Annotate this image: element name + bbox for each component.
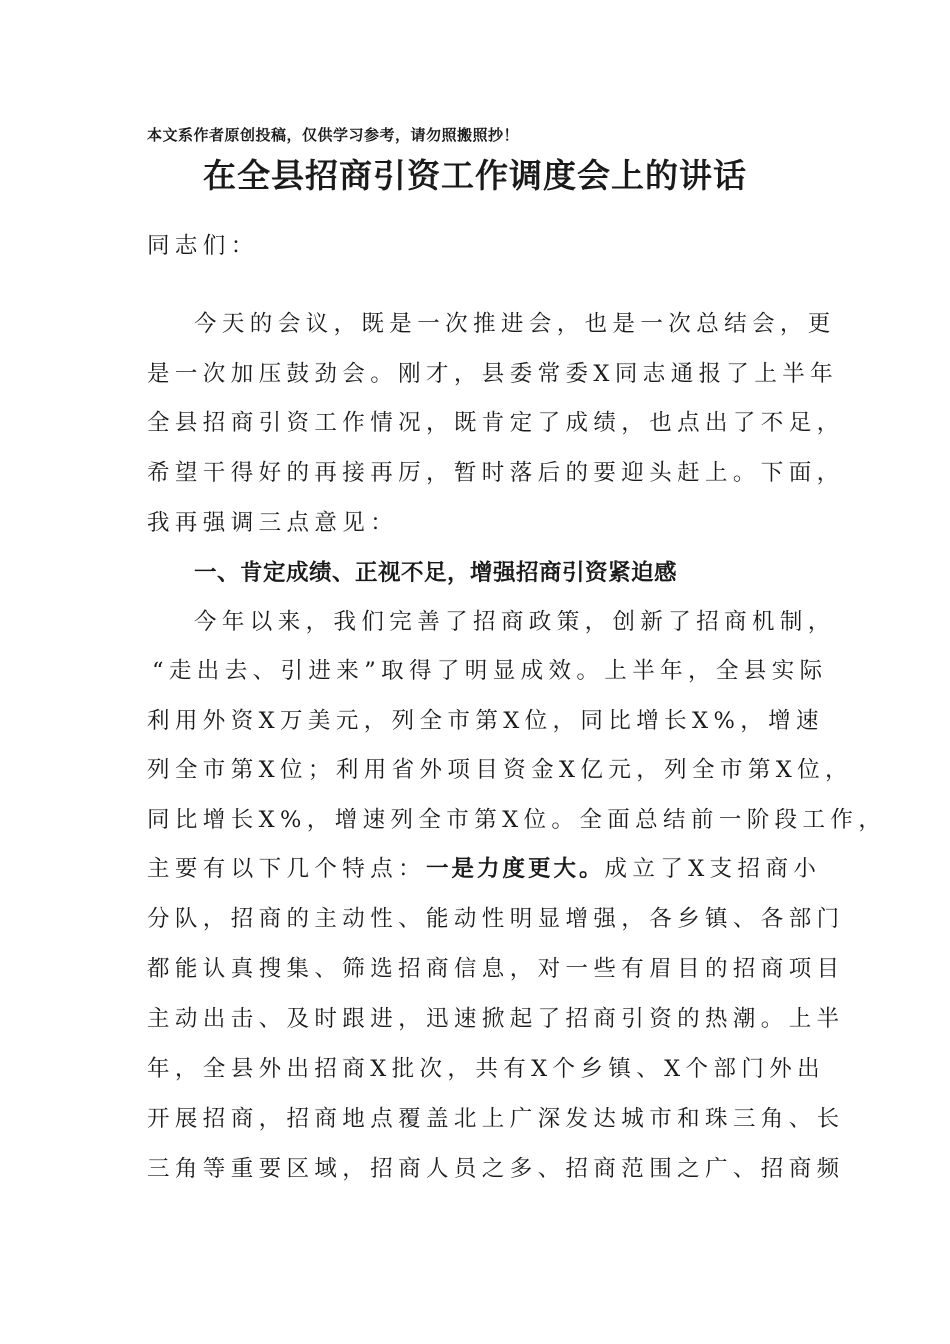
paragraph-line: 希望干得好的再接再厉，暂时落后的要迎头赶上。下面， — [147, 460, 845, 486]
paragraph-line: 利用外资X万美元，列全市第X位，同比增长X%，增速 — [147, 708, 824, 734]
paragraph-line: 是一次加压鼓劲会。刚才，县委常委X同志通报了上半年 — [147, 361, 839, 387]
paragraph-line: 同比增长X%，增速列全市第X位。全面总结前一阶段工作， — [147, 807, 887, 833]
paragraph-line: “走出去、引进来”取得了明显成效。上半年，全县实际 — [152, 658, 828, 684]
paragraph-line-features — [147, 858, 821, 881]
paragraph-line: 三角等重要区域，招商人员之多、招商范围之广、招商频 — [147, 1156, 845, 1182]
copyright-notice: 本文系作者原创投稿，仅供学习参考，请勿照搬照抄！ — [147, 126, 520, 144]
features-prefix: 主要有以下几个特点： — [147, 856, 427, 882]
document-title: 在全县招商引资工作调度会上的讲话 — [203, 156, 747, 195]
paragraph-line: 列全市第X位；利用省外项目资金X亿元，列全市第X位， — [147, 757, 853, 783]
paragraph-line: 全县招商引资工作情况，既肯定了成绩，也点出了不足， — [147, 410, 845, 436]
features-bold-point: 一是力度更大。 — [426, 856, 605, 882]
paragraph-line: 我再强调三点意见： — [147, 510, 399, 536]
paragraph-line: 都能认真搜集、筛选招商信息，对一些有眉目的招商项目 — [147, 956, 845, 982]
paragraph-line: 年，全县外出招商X批次，共有X个乡镇、X个部门外出 — [147, 1056, 826, 1082]
paragraph-line: 分队，招商的主动性、能动性明显增强，各乡镇、各部门 — [147, 906, 845, 932]
paragraph-line: 今天的会议，既是一次推进会，也是一次总结会，更 — [194, 311, 836, 337]
paragraph-line: 主动出击、及时跟进，迅速掀起了招商引资的热潮。上半 — [147, 1006, 845, 1032]
salutation: 同志们： — [147, 233, 259, 259]
section-heading: 一、肯定成绩、正视不足，增强招商引资紧迫感 — [194, 560, 678, 586]
features-suffix: 成立了X支招商小 — [604, 856, 822, 882]
paragraph-line: 今年以来，我们完善了招商政策，创新了招商机制， — [194, 609, 836, 635]
paragraph-line: 开展招商，招商地点覆盖北上广深发达城市和珠三角、长 — [147, 1106, 845, 1132]
